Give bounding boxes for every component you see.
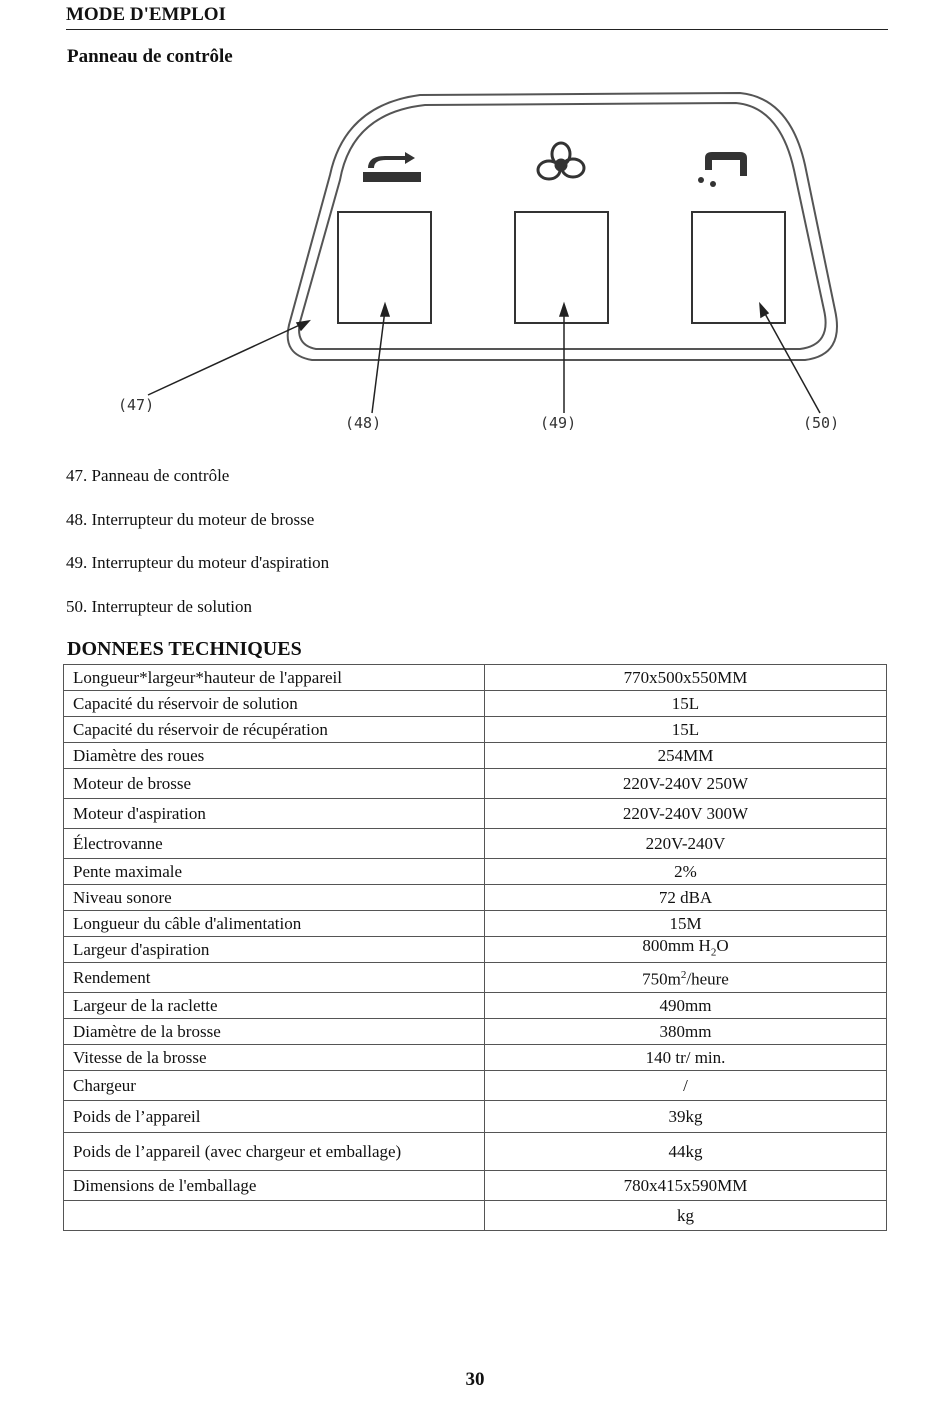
- vacuum-switch: [515, 212, 608, 323]
- spec-label: Poids de l’appareil: [64, 1101, 485, 1133]
- table-row: [64, 993, 887, 1019]
- table-row: [64, 859, 887, 885]
- control-panel-diagram: [0, 80, 950, 450]
- spec-value: 780x415x590MM: [485, 1171, 887, 1201]
- spec-label: Capacité du réservoir de récupération: [64, 717, 485, 743]
- spec-value: 140 tr/ min.: [485, 1045, 887, 1071]
- spec-value: kg: [485, 1201, 887, 1231]
- specs-table: [63, 664, 887, 1231]
- spec-value: 770x500x550MM: [485, 665, 887, 691]
- solution-switch: [692, 212, 785, 323]
- spec-value: $750m^2$/heure: [485, 963, 887, 993]
- spec-value: 380mm: [485, 1019, 887, 1045]
- spec-label: Chargeur: [64, 1071, 485, 1101]
- table-row: [64, 1045, 887, 1071]
- spec-value: 72 dBA: [485, 885, 887, 911]
- spec-value: 800mm $H_2O$: [485, 937, 887, 963]
- table-row: [64, 691, 887, 717]
- spec-value: /: [485, 1071, 887, 1101]
- table-row: [64, 1101, 887, 1133]
- spec-value: 39kg: [485, 1101, 887, 1133]
- spec-value: 2%: [485, 859, 887, 885]
- spec-value: 15L: [485, 717, 887, 743]
- callout-49: (49): [540, 414, 577, 432]
- callout-48: (48): [345, 414, 382, 432]
- spec-value: 220V-240V 300W: [485, 799, 887, 829]
- spec-value: 15L: [485, 691, 887, 717]
- spec-value: 220V-240V: [485, 829, 887, 859]
- spec-label: Électrovanne: [64, 829, 485, 859]
- spec-label: Diamètre de la brosse: [64, 1019, 485, 1045]
- specs-table-body: [64, 665, 887, 1231]
- spec-label: Pente maximale: [64, 859, 485, 885]
- spec-label: Vitesse de la brosse: [64, 1045, 485, 1071]
- spec-label: Diamètre des roues: [64, 743, 485, 769]
- spec-label: Poids de l’appareil (avec chargeur et emballage): [64, 1133, 485, 1171]
- table-row: [64, 743, 887, 769]
- legend-item-47: 47. Panneau de contrôle: [66, 466, 230, 485]
- spec-label: Moteur de brosse: [64, 769, 485, 799]
- table-row: [64, 799, 887, 829]
- table-row: [64, 885, 887, 911]
- legend-item-50: 50. Interrupteur de solution: [66, 597, 253, 616]
- spec-label: Moteur d'aspiration: [64, 799, 485, 829]
- page-header: [66, 4, 888, 30]
- page-number: 30: [465, 1369, 485, 1390]
- specs-title: DONNEES TECHNIQUES: [67, 638, 302, 660]
- spec-value: 15M: [485, 911, 887, 937]
- spec-label: Dimensions de l'emballage: [64, 1171, 485, 1201]
- table-row: [64, 769, 887, 799]
- spec-label: Capacité du réservoir de solution: [64, 691, 485, 717]
- fan-icon: [538, 143, 584, 179]
- spec-value: 220V-240V 250W: [485, 769, 887, 799]
- table-row: [64, 665, 887, 691]
- spec-label: Longueur*largeur*hauteur de l'appareil: [64, 665, 485, 691]
- table-row: [64, 911, 887, 937]
- table-row: [64, 829, 887, 859]
- spec-label: Longueur du câble d'alimentation: [64, 911, 485, 937]
- table-row: [64, 1019, 887, 1045]
- legend-item-48: 48. Interrupteur du moteur de brosse: [66, 510, 315, 529]
- spec-value: 254MM: [485, 743, 887, 769]
- table-row: [64, 717, 887, 743]
- panel-outline-outer: [288, 93, 837, 360]
- table-row: [64, 937, 887, 963]
- table-row: [64, 1133, 887, 1171]
- spec-label: Rendement: [64, 963, 485, 993]
- spec-label: [64, 1201, 485, 1231]
- solution-icon: [698, 152, 747, 187]
- control-panel-title: Panneau de contrôle: [67, 46, 233, 67]
- brush-motor-icon: [363, 152, 421, 182]
- table-row: [64, 1071, 887, 1101]
- table-row: [64, 1201, 887, 1231]
- callout-50: (50): [803, 414, 840, 432]
- spec-label: Largeur d'aspiration: [64, 937, 485, 963]
- table-row: [64, 963, 887, 993]
- spec-label: Niveau sonore: [64, 885, 485, 911]
- header-title: MODE D'EMPLOI: [66, 4, 226, 25]
- callout-47: (47): [118, 396, 155, 414]
- legend-item-49: 49. Interrupteur du moteur d'aspiration: [66, 553, 330, 572]
- spec-value: 44kg: [485, 1133, 887, 1171]
- table-row: [64, 1171, 887, 1201]
- spec-value: 490mm: [485, 993, 887, 1019]
- spec-label: Largeur de la raclette: [64, 993, 485, 1019]
